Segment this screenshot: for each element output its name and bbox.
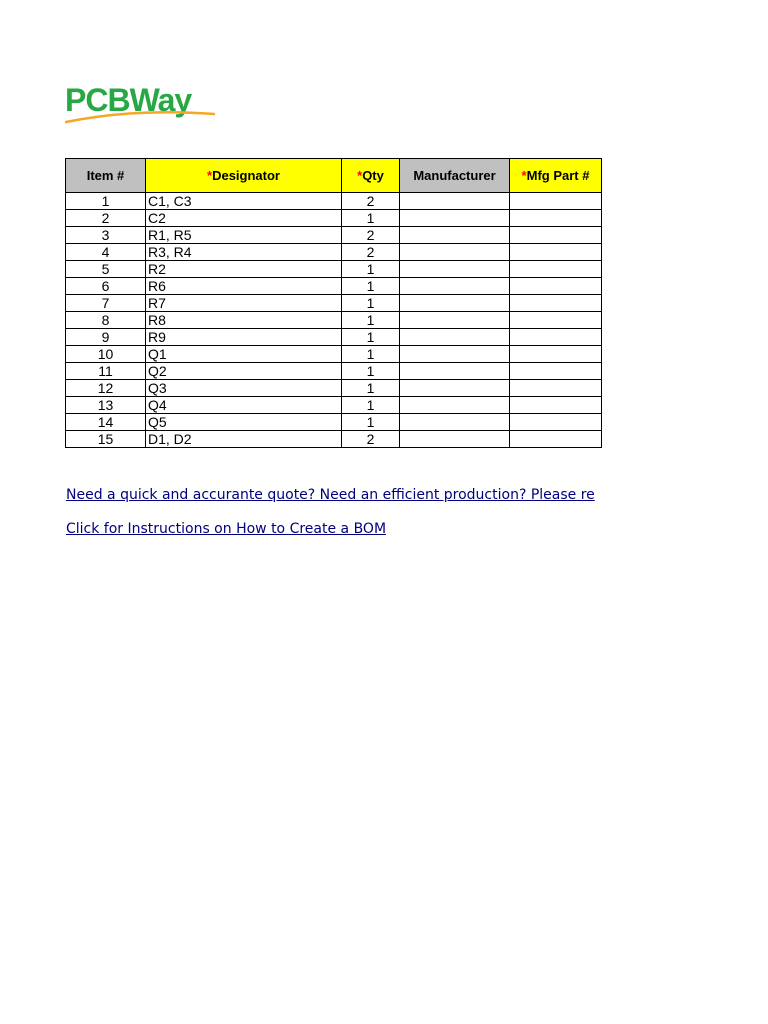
table-row: [66, 193, 602, 210]
cell-item[interactable]: 12: [66, 380, 146, 397]
cell-designator[interactable]: Q4: [146, 397, 342, 414]
logo-swoosh-icon: [65, 106, 215, 124]
cell-qty[interactable]: 2: [342, 227, 400, 244]
header-mfg-part: [510, 159, 602, 193]
cell-mfg-part[interactable]: [510, 346, 602, 363]
cell-designator[interactable]: D1, D2: [146, 431, 342, 448]
cell-item[interactable]: 3: [66, 227, 146, 244]
bom-instructions-link[interactable]: Click for Instructions on How to Create a BOM: [66, 521, 387, 537]
cell-designator[interactable]: Q5: [146, 414, 342, 431]
cell-item[interactable]: 1: [66, 193, 146, 210]
cell-qty[interactable]: 1: [342, 261, 400, 278]
header-row: [66, 159, 602, 193]
cell-manufacturer[interactable]: [400, 329, 510, 346]
table-row: [66, 346, 602, 363]
cell-manufacturer[interactable]: [400, 295, 510, 312]
logo-text: PCBWay: [65, 82, 192, 118]
cell-qty[interactable]: 2: [342, 193, 400, 210]
cell-manufacturer[interactable]: [400, 210, 510, 227]
cell-mfg-part[interactable]: [510, 278, 602, 295]
cell-designator[interactable]: Q2: [146, 363, 342, 380]
cell-manufacturer[interactable]: [400, 380, 510, 397]
cell-manufacturer[interactable]: [400, 397, 510, 414]
table-row: [66, 397, 602, 414]
cell-mfg-part[interactable]: [510, 193, 602, 210]
cell-designator[interactable]: R7: [146, 295, 342, 312]
header-designator-label: Designator: [212, 168, 280, 183]
cell-item[interactable]: 9: [66, 329, 146, 346]
cell-item[interactable]: 2: [66, 210, 146, 227]
cell-designator[interactable]: R2: [146, 261, 342, 278]
cell-designator[interactable]: R6: [146, 278, 342, 295]
cell-manufacturer[interactable]: [400, 363, 510, 380]
cell-designator[interactable]: Q1: [146, 346, 342, 363]
cell-manufacturer[interactable]: [400, 414, 510, 431]
cell-item[interactable]: 7: [66, 295, 146, 312]
cell-manufacturer[interactable]: [400, 312, 510, 329]
cell-item[interactable]: 15: [66, 431, 146, 448]
cell-qty[interactable]: 1: [342, 363, 400, 380]
table-row: [66, 210, 602, 227]
cell-qty[interactable]: 1: [342, 414, 400, 431]
pcbway-logo: [65, 80, 215, 126]
header-manufacturer-label: Manufacturer: [413, 168, 496, 183]
cell-mfg-part[interactable]: [510, 329, 602, 346]
table-row: [66, 295, 602, 312]
cell-designator[interactable]: C1, C3: [146, 193, 342, 210]
cell-designator[interactable]: C2: [146, 210, 342, 227]
table-row: [66, 227, 602, 244]
cell-designator[interactable]: R9: [146, 329, 342, 346]
cell-qty[interactable]: 1: [342, 210, 400, 227]
required-mark: *: [207, 168, 213, 183]
table-row: [66, 380, 602, 397]
table-row: [66, 278, 602, 295]
cell-mfg-part[interactable]: [510, 397, 602, 414]
bom-table: [65, 158, 602, 448]
cell-mfg-part[interactable]: [510, 431, 602, 448]
cell-qty[interactable]: 1: [342, 380, 400, 397]
quote-link[interactable]: Need a quick and accurante quote? Need an efficient production? Please re: [66, 487, 595, 503]
cell-item[interactable]: 4: [66, 244, 146, 261]
cell-qty[interactable]: 1: [342, 312, 400, 329]
cell-mfg-part[interactable]: [510, 312, 602, 329]
header-designator: [146, 159, 342, 193]
header-item: [66, 159, 146, 193]
cell-qty[interactable]: 2: [342, 431, 400, 448]
cell-mfg-part[interactable]: [510, 295, 602, 312]
cell-qty[interactable]: 1: [342, 295, 400, 312]
cell-mfg-part[interactable]: [510, 227, 602, 244]
cell-mfg-part[interactable]: [510, 210, 602, 227]
required-mark: *: [357, 168, 363, 183]
cell-designator[interactable]: Q3: [146, 380, 342, 397]
cell-mfg-part[interactable]: [510, 414, 602, 431]
cell-qty[interactable]: 1: [342, 346, 400, 363]
cell-manufacturer[interactable]: [400, 346, 510, 363]
cell-manufacturer[interactable]: [400, 431, 510, 448]
table-row: [66, 244, 602, 261]
cell-mfg-part[interactable]: [510, 380, 602, 397]
cell-designator[interactable]: R3, R4: [146, 244, 342, 261]
cell-manufacturer[interactable]: [400, 278, 510, 295]
header-manufacturer: [400, 159, 510, 193]
cell-manufacturer[interactable]: [400, 193, 510, 210]
header-qty: [342, 159, 400, 193]
cell-item[interactable]: 6: [66, 278, 146, 295]
cell-mfg-part[interactable]: [510, 244, 602, 261]
cell-qty[interactable]: 1: [342, 397, 400, 414]
cell-manufacturer[interactable]: [400, 227, 510, 244]
cell-item[interactable]: 13: [66, 397, 146, 414]
header-qty-label: Qty: [362, 168, 384, 183]
cell-item[interactable]: 5: [66, 261, 146, 278]
table-row: [66, 414, 602, 431]
table-row: [66, 431, 602, 448]
cell-qty[interactable]: 1: [342, 329, 400, 346]
cell-mfg-part[interactable]: [510, 363, 602, 380]
cell-manufacturer[interactable]: [400, 244, 510, 261]
cell-qty[interactable]: 1: [342, 278, 400, 295]
cell-designator[interactable]: R8: [146, 312, 342, 329]
table-row: [66, 363, 602, 380]
cell-item[interactable]: 8: [66, 312, 146, 329]
cell-designator[interactable]: R1, R5: [146, 227, 342, 244]
bom-body: [66, 193, 602, 448]
header-mfg-part-label: Mfg Part #: [526, 168, 590, 183]
required-mark: *: [521, 168, 527, 183]
cell-item[interactable]: 14: [66, 414, 146, 431]
header-item-label: Item #: [86, 168, 125, 183]
cell-item[interactable]: 10: [66, 346, 146, 363]
cell-item[interactable]: 11: [66, 363, 146, 380]
cell-mfg-part[interactable]: [510, 261, 602, 278]
cell-manufacturer[interactable]: [400, 261, 510, 278]
table-row: [66, 329, 602, 346]
table-row: [66, 261, 602, 278]
cell-qty[interactable]: 2: [342, 244, 400, 261]
table-row: [66, 312, 602, 329]
